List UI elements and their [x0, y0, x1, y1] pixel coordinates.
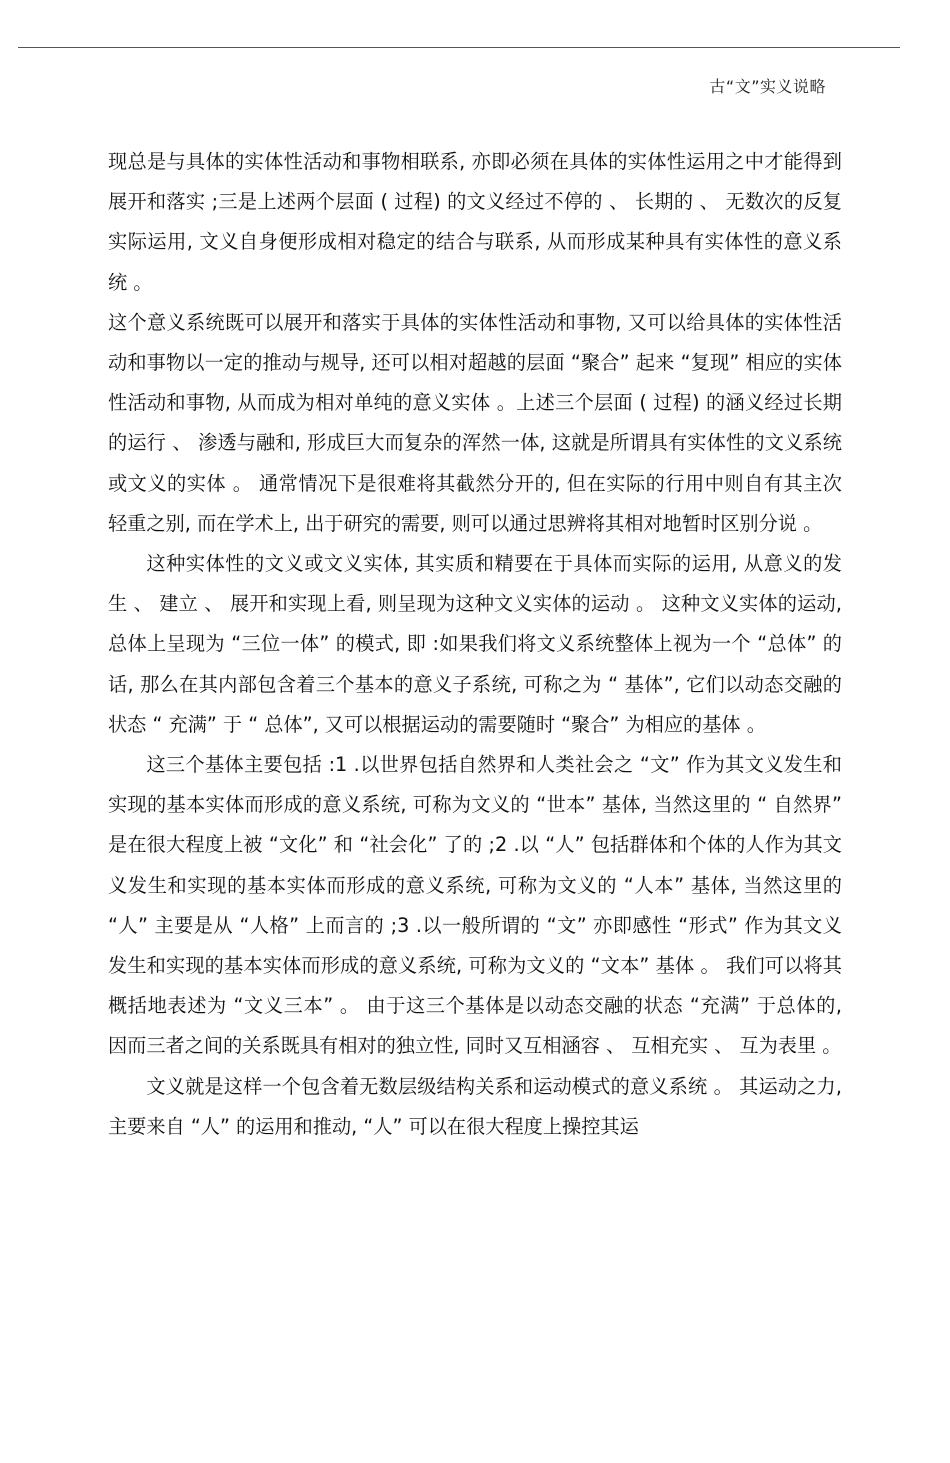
paragraph-1: 现总是与具体的实体性活动和事物相联系, 亦即必须在具体的实体性运用之中才能得到展开和落实 ;三是上述两个层面 ( 过程) 的文义经过不停的 、 长期的 、 无数次的反复实际运用, 文义自身便形成相对稳定的结合与联系, 从而形成某种具有实体性的意义系统 。 — [108, 150, 842, 294]
running-head: 古“文”实义说略 — [709, 77, 826, 96]
header-rule — [18, 47, 900, 48]
paragraph-4: 这三个基体主要包括 :1 .以世界包括自然界和人类社会之 “文” 作为其文义发生和实现的基本实体而形成的意义系统, 可称为文义的 “世本” 基体, 当然这里的 “ 自然界” 是在很大程度上被 “文化” 和 “社会化” 了的 ;2 .以 “人” 包括群体和个体的人作为其文义发生和实现的基本实体而形成的意义系统, 可称为文义的 “人本” 基体, 当然这里的 “人” 主要是从 “人格” 上而言的 ;3 .以一般所谓的 “文” 亦即感性 “形式” 作为其文义发生和实现的基本实体而形成的意义系统, 可称为文义的 “文本” 基体 。 我们可以将其概括地表述为 “文义三本” 。 由于这三个基体是以动态交融的状态 “充满” 于总体的, 因而三者之间的关系既具有相对的独立性, 同时又互相涵容 、 互相充实 、 互为表里 。 — [108, 753, 842, 1058]
body-text — [108, 142, 842, 1147]
paragraph-5: 文义就是这样一个包含着无数层级结构关系和运动模式的意义系统 。 其运动之力, 主要来自 “人” 的运用和推动, “人” 可以在很大程度上操控其运 — [108, 1074, 842, 1138]
paragraph-2: 这个意义系统既可以展开和落实于具体的实体性活动和事物, 又可以给具体的实体性活动和事物以一定的推动与规导, 还可以相对超越的层面 “聚合” 起来 “复现” 相应的实体性活动和事物, 从而成为相对单纯的意义实体 。上述三个层面 ( 过程) 的涵义经过长期的运行 、 渗透与融和, 形成巨大而复杂的浑然一体, 这就是所谓具有实体性的文义系统或文义的实体 。 通常情况下是很难将其截然分开的, 但在实际的行用中则自有其主次轻重之别, 而在学术上, 出于研究的需要, 则可以通过思辨将其相对地暂时区别分说 。 — [108, 310, 842, 535]
paragraph-3: 这种实体性的文义或文义实体, 其实质和精要在于具体而实际的运用, 从意义的发生 、 建立 、 展开和实现上看, 则呈现为这种文义实体的运动 。 这种文义实体的运动, 总体上呈现为 “三位一体” 的模式, 即 :如果我们将文义系统整体上视为一个 “总体” 的话, 那么在其内部包含着三个基本的意义子系统, 可称之为 “ 基体”, 它们以动态交融的状态 “ 充满” 于 “ 总体”, 又可以根据运动的需要随时 “聚合” 为相应的基体 。 — [108, 552, 842, 736]
